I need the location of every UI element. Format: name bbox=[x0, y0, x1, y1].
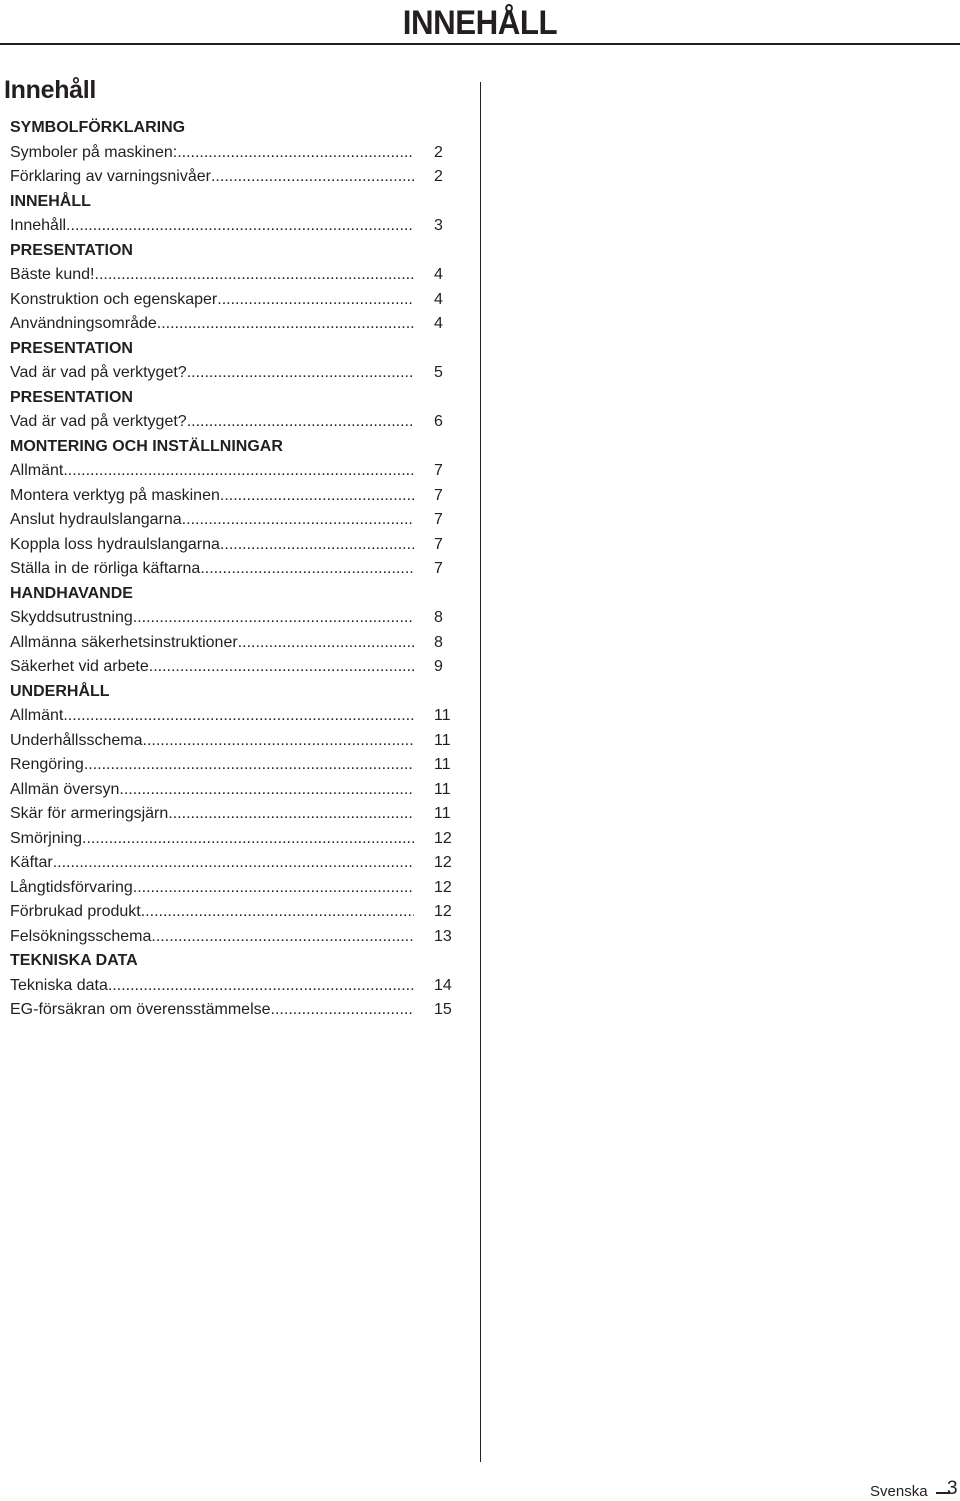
toc-entry[interactable] bbox=[10, 753, 460, 778]
toc-dot-leader bbox=[211, 165, 414, 190]
toc-dot-leader bbox=[133, 606, 414, 631]
toc-page-number: 7 bbox=[434, 535, 443, 553]
toc-entry[interactable] bbox=[10, 141, 460, 166]
toc-heading-label: PRESENTATION bbox=[10, 339, 133, 357]
toc-entry[interactable] bbox=[10, 704, 460, 729]
toc-page-number: 4 bbox=[434, 315, 443, 332]
toc-heading-label: HANDHAVANDE bbox=[10, 584, 133, 602]
toc-entry-label: Felsökningsschema bbox=[10, 927, 152, 945]
toc-entry-label: Allmän översyn bbox=[10, 780, 120, 798]
toc-entry[interactable] bbox=[10, 778, 460, 803]
toc-dot-leader bbox=[187, 410, 414, 435]
footer-page-number: 3 bbox=[947, 1478, 958, 1499]
toc-entry[interactable] bbox=[10, 974, 460, 999]
toc-page-number: 7 bbox=[434, 462, 443, 479]
toc-entry-label: Allmänt bbox=[10, 707, 64, 724]
toc-page-number: 12 bbox=[434, 903, 452, 920]
toc-entry[interactable] bbox=[10, 729, 460, 754]
toc-dot-leader bbox=[143, 729, 414, 754]
toc-entry[interactable] bbox=[10, 312, 460, 337]
toc-heading-label: TEKNISKA DATA bbox=[10, 952, 138, 969]
toc-heading-label: PRESENTATION bbox=[10, 241, 133, 259]
table-of-contents bbox=[10, 116, 460, 1023]
toc-entry[interactable] bbox=[10, 655, 460, 680]
toc-entry[interactable] bbox=[10, 851, 460, 876]
toc-page-number: 11 bbox=[434, 707, 451, 724]
toc-entry-label: Säkerhet vid arbete bbox=[10, 658, 149, 675]
toc-entry[interactable] bbox=[10, 827, 460, 852]
toc-dot-leader bbox=[271, 998, 414, 1023]
toc-dot-leader bbox=[200, 557, 414, 582]
toc-entry[interactable] bbox=[10, 557, 460, 582]
page-footer bbox=[820, 1478, 960, 1500]
toc-entry[interactable] bbox=[10, 900, 460, 925]
toc-dot-leader bbox=[168, 802, 414, 827]
toc-page-number: 14 bbox=[434, 976, 452, 994]
toc-entry-label: Anslut hydraulslangarna bbox=[10, 511, 182, 528]
column-divider bbox=[480, 82, 481, 1462]
toc-page-number: 13 bbox=[434, 927, 452, 945]
toc-entry-label: Konstruktion och egenskaper bbox=[10, 290, 218, 308]
toc-page-number: 4 bbox=[434, 290, 443, 308]
toc-dot-leader bbox=[133, 876, 414, 901]
toc-section-heading bbox=[10, 116, 460, 141]
toc-entry[interactable] bbox=[10, 876, 460, 901]
toc-page-number: 8 bbox=[434, 609, 443, 626]
toc-entry-label: Innehåll bbox=[10, 217, 67, 234]
header-divider bbox=[0, 43, 960, 45]
toc-entry[interactable] bbox=[10, 533, 460, 558]
toc-entry[interactable] bbox=[10, 925, 460, 950]
section-title: Innehåll bbox=[4, 76, 97, 104]
toc-entry[interactable] bbox=[10, 263, 460, 288]
toc-section-heading bbox=[10, 190, 460, 215]
toc-entry[interactable] bbox=[10, 165, 460, 190]
toc-entry-label: Symboler på maskinen: bbox=[10, 143, 178, 161]
toc-entry-label: Montera verktyg på maskinen bbox=[10, 486, 220, 504]
toc-page-number: 7 bbox=[434, 511, 443, 528]
toc-entry-label: Rengöring bbox=[10, 756, 84, 773]
toc-entry[interactable] bbox=[10, 631, 460, 656]
toc-page-number: 11 bbox=[434, 756, 451, 773]
toc-heading-label: PRESENTATION bbox=[10, 388, 133, 406]
toc-entry[interactable] bbox=[10, 214, 460, 239]
toc-dot-leader bbox=[66, 214, 414, 239]
toc-dot-leader bbox=[177, 141, 414, 166]
toc-entry-label: Förklaring av varningsnivåer bbox=[10, 168, 211, 185]
toc-page-number: 4 bbox=[434, 266, 443, 283]
toc-entry[interactable] bbox=[10, 410, 460, 435]
toc-entry-label: Skär för armeringsjärn bbox=[10, 805, 169, 822]
toc-entry-label: Långtidsförvaring bbox=[10, 878, 133, 896]
toc-page-number: 7 bbox=[434, 560, 443, 577]
toc-page-number: 3 bbox=[434, 217, 443, 234]
toc-dot-leader bbox=[217, 288, 414, 313]
toc-page-number: 15 bbox=[434, 1001, 452, 1018]
toc-entry[interactable] bbox=[10, 288, 460, 313]
toc-entry-label: EG-försäkran om överensstämmelse bbox=[10, 1001, 271, 1018]
toc-dot-leader bbox=[238, 631, 414, 656]
toc-entry[interactable] bbox=[10, 361, 460, 386]
toc-dot-leader bbox=[157, 312, 414, 337]
toc-entry-label: Förbrukad produkt bbox=[10, 903, 141, 920]
toc-dot-leader bbox=[187, 361, 414, 386]
toc-section-heading bbox=[10, 386, 460, 411]
toc-dot-leader bbox=[151, 925, 414, 950]
toc-section-heading bbox=[10, 680, 460, 705]
toc-dot-leader bbox=[182, 508, 414, 533]
toc-dot-leader bbox=[63, 704, 414, 729]
toc-page-number: 11 bbox=[434, 805, 451, 822]
toc-dot-leader bbox=[63, 459, 414, 484]
toc-entry-label: Ställa in de rörliga käftarna bbox=[10, 560, 201, 577]
toc-heading-label: INNEHÅLL bbox=[10, 192, 91, 210]
toc-page-number: 12 bbox=[434, 829, 452, 847]
toc-entry-label: Användningsområde bbox=[10, 315, 157, 332]
toc-dot-leader bbox=[82, 827, 414, 852]
toc-page-number: 5 bbox=[434, 364, 443, 381]
toc-dot-leader bbox=[95, 263, 415, 288]
footer-language: Svenska bbox=[870, 1483, 928, 1500]
toc-entry[interactable] bbox=[10, 508, 460, 533]
toc-page-number: 2 bbox=[434, 143, 443, 161]
toc-page-number: 12 bbox=[434, 878, 452, 896]
toc-heading-label: MONTERING OCH INSTÄLLNINGAR bbox=[10, 437, 283, 455]
toc-entry-label: Bäste kund! bbox=[10, 266, 95, 283]
toc-dot-leader bbox=[108, 974, 414, 999]
toc-page-number: 11 bbox=[434, 731, 451, 749]
toc-entry-label: Vad är vad på verktyget? bbox=[10, 413, 187, 430]
toc-page-number: 12 bbox=[434, 854, 452, 871]
toc-section-heading bbox=[10, 949, 460, 974]
toc-page-number: 8 bbox=[434, 633, 443, 651]
toc-heading-label: SYMBOLFÖRKLARING bbox=[10, 119, 186, 136]
toc-entry-label: Skyddsutrustning bbox=[10, 609, 133, 626]
toc-entry-label: Käftar bbox=[10, 854, 53, 871]
toc-entry-label: Koppla loss hydraulslangarna bbox=[10, 535, 220, 553]
toc-entry[interactable] bbox=[10, 484, 460, 509]
toc-entry[interactable] bbox=[10, 998, 460, 1023]
toc-page-number: 7 bbox=[434, 486, 443, 504]
toc-dot-leader bbox=[220, 484, 414, 509]
toc-entry-label: Allmänna säkerhetsinstruktioner bbox=[10, 633, 238, 651]
toc-page-number: 11 bbox=[434, 780, 451, 798]
toc-dot-leader bbox=[141, 900, 414, 925]
toc-dot-leader bbox=[84, 753, 414, 778]
toc-entry-label: Allmänt bbox=[10, 462, 64, 479]
toc-page-number: 2 bbox=[434, 168, 443, 185]
toc-entry-label: Tekniska data bbox=[10, 976, 108, 994]
toc-entry[interactable] bbox=[10, 802, 460, 827]
toc-section-heading bbox=[10, 239, 460, 264]
page-header-title: INNEHÅLL bbox=[402, 4, 558, 42]
toc-section-heading bbox=[10, 337, 460, 362]
toc-dot-leader bbox=[53, 851, 414, 876]
toc-page-number: 6 bbox=[434, 413, 443, 430]
toc-entry-label: Vad är vad på verktyget? bbox=[10, 364, 187, 381]
toc-entry-label: Smörjning bbox=[10, 829, 83, 847]
toc-entry[interactable] bbox=[10, 606, 460, 631]
toc-section-heading bbox=[10, 582, 460, 607]
toc-page-number: 9 bbox=[434, 658, 443, 675]
toc-heading-label: UNDERHÅLL bbox=[10, 682, 110, 700]
toc-entry-label: Underhållsschema bbox=[10, 731, 143, 749]
toc-dot-leader bbox=[220, 533, 414, 558]
toc-dot-leader bbox=[119, 778, 414, 803]
toc-dot-leader bbox=[149, 655, 414, 680]
toc-entry[interactable] bbox=[10, 459, 460, 484]
toc-section-heading bbox=[10, 435, 460, 460]
